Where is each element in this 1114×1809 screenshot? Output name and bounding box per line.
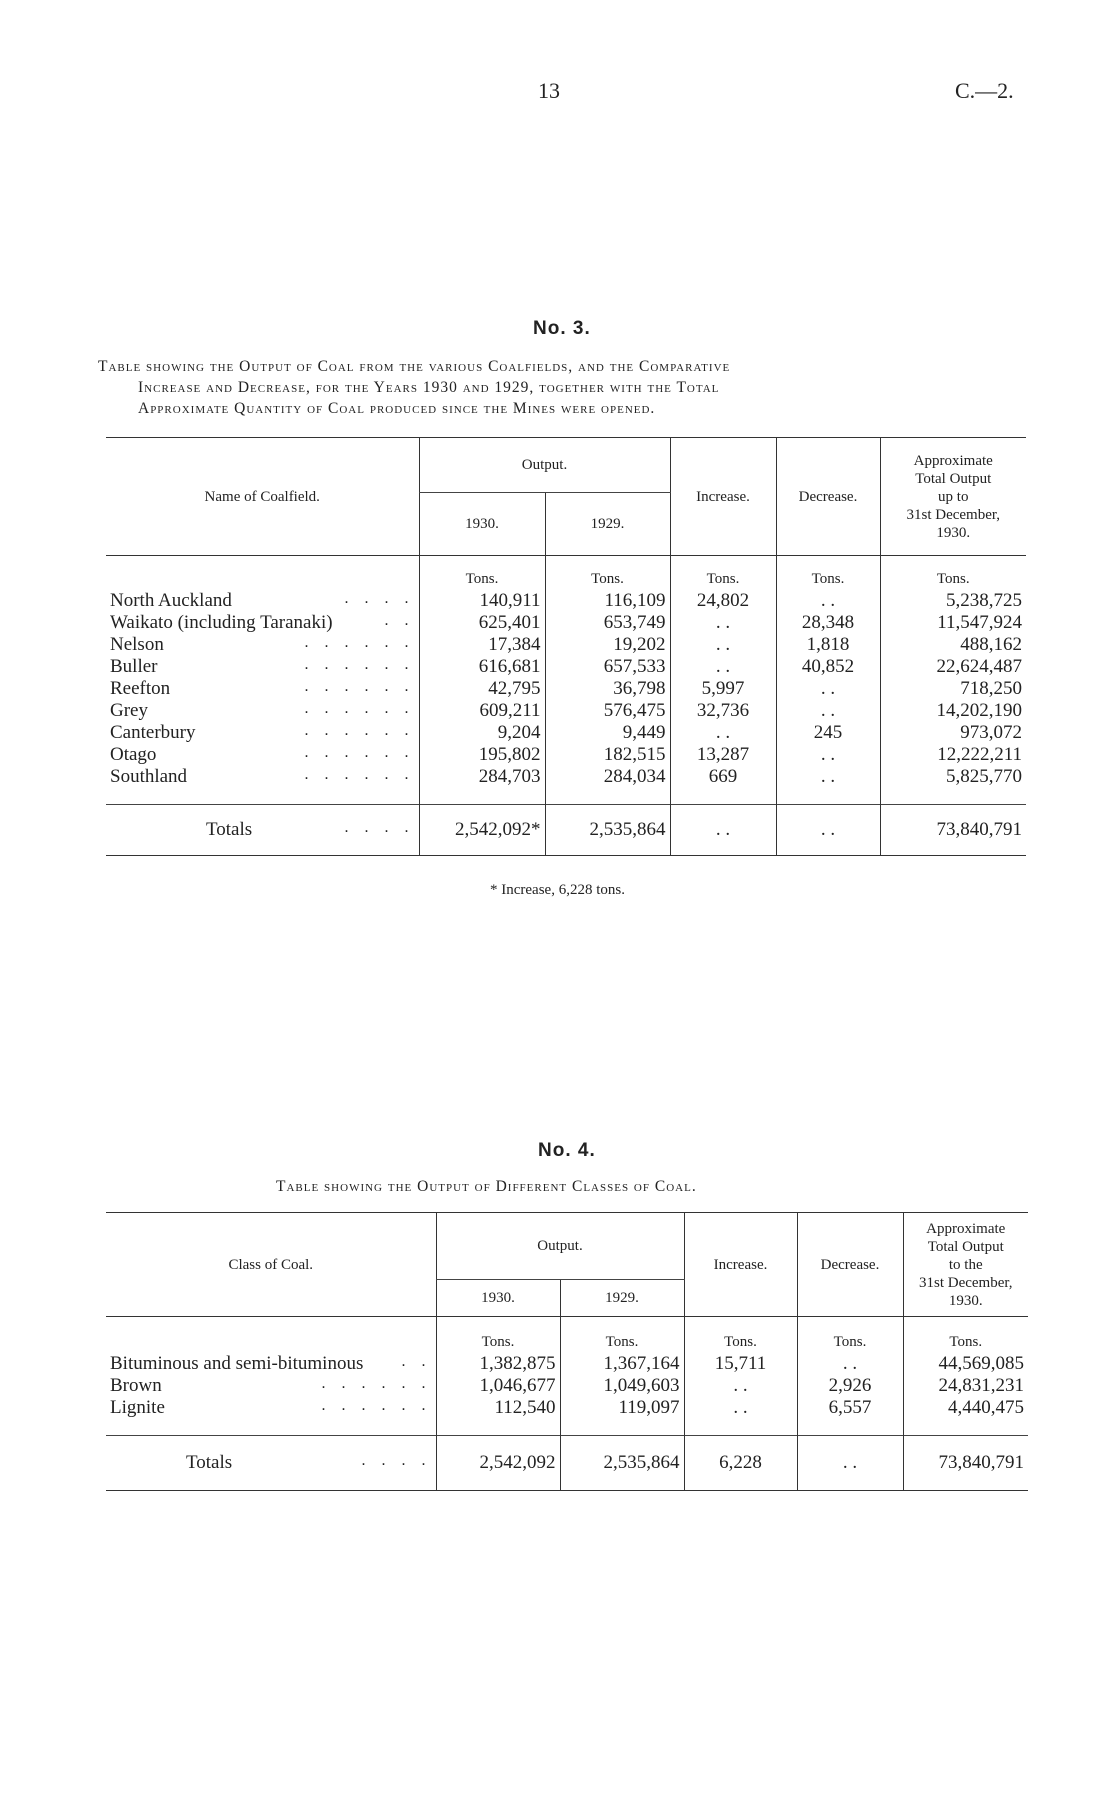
dot-leader: . . . . . .: [321, 1397, 432, 1414]
table4-heading: No. 4.: [538, 1140, 596, 1161]
dot-leader: . . . .: [344, 819, 415, 836]
totals-label: Totals: [186, 1452, 233, 1473]
total-output: 5,825,770: [880, 766, 1026, 805]
total-output: 22,624,487: [880, 656, 1026, 678]
table4-header-total-line: Total Output: [927, 1238, 1004, 1255]
table3-totals-row: [106, 805, 1026, 856]
output-1930: 195,802: [419, 744, 545, 766]
table4-caption: Table showing the Output of Different Classes of Coal.: [276, 1178, 697, 1195]
table3-header-increase: Increase.: [670, 438, 776, 556]
output-1929: 36,798: [545, 678, 670, 700]
totals-1930: 2,542,092*: [419, 805, 545, 856]
page-number: 13: [538, 78, 560, 103]
decrease-value: 245: [776, 722, 880, 744]
coalfield-name: Buller: [110, 656, 158, 677]
increase-value: 5,997: [670, 678, 776, 700]
increase-value: 13,287: [670, 744, 776, 766]
total-output: 44,569,085: [903, 1353, 1028, 1375]
output-1929: 119,097: [560, 1397, 684, 1436]
output-1930: 1,046,677: [436, 1375, 560, 1397]
totals-1930: 2,542,092: [436, 1436, 560, 1491]
dot-leader: . . . .: [344, 590, 415, 607]
table-row: [106, 722, 1026, 744]
output-1929: 116,109: [545, 590, 670, 612]
coalfield-name: Grey: [110, 700, 148, 721]
table3-header-total-line: up to: [938, 488, 969, 505]
decrease-value: . .: [776, 700, 880, 722]
decrease-value: 1,818: [776, 634, 880, 656]
table3-header-name: Name of Coalfield.: [204, 488, 320, 505]
coalfield-name: Reefton: [110, 678, 171, 699]
table4-header-total: [903, 1213, 1028, 1317]
dot-leader: . . . . . .: [304, 744, 415, 761]
table3-caption: [98, 356, 1028, 419]
output-1929: 653,749: [545, 612, 670, 634]
dot-leader: . .: [384, 612, 415, 629]
table4-units: Tons.: [436, 1317, 560, 1354]
decrease-value: 6,557: [797, 1397, 903, 1436]
decrease-value: . .: [776, 766, 880, 805]
table-row: [106, 634, 1026, 656]
table-row: [106, 744, 1026, 766]
total-output: 14,202,190: [880, 700, 1026, 722]
output-1930: 17,384: [419, 634, 545, 656]
output-1929: 284,034: [545, 766, 670, 805]
table4-header-total-line: 31st December,: [918, 1274, 1013, 1291]
table3: [106, 437, 1026, 856]
increase-value: 32,736: [670, 700, 776, 722]
table3-body: [106, 590, 1026, 805]
output-1929: 1,367,164: [560, 1353, 684, 1375]
decrease-value: 2,926: [797, 1375, 903, 1397]
table3-header-1929: 1929.: [545, 493, 670, 556]
table3-footnote: * Increase, 6,228 tons.: [490, 882, 625, 898]
totals-total: 73,840,791: [880, 805, 1026, 856]
totals-decrease: . .: [797, 1436, 903, 1491]
output-1929: 9,449: [545, 722, 670, 744]
decrease-value: . .: [776, 590, 880, 612]
table3-units: Tons.: [776, 556, 880, 591]
table3-header-total-line: Total Output: [915, 470, 992, 487]
decrease-value: 28,348: [776, 612, 880, 634]
table3-header-total-line: Approximate: [913, 452, 993, 469]
dot-leader: . . . . . .: [304, 766, 415, 783]
table-row: [106, 1353, 1028, 1375]
output-1930: 112,540: [436, 1397, 560, 1436]
output-1930: 625,401: [419, 612, 545, 634]
coalfield-name: Waikato (including Taranaki): [110, 612, 333, 633]
output-1929: 576,475: [545, 700, 670, 722]
coal-class-name: Lignite: [110, 1397, 165, 1418]
output-1929: 657,533: [545, 656, 670, 678]
totals-decrease: . .: [776, 805, 880, 856]
total-output: 24,831,231: [903, 1375, 1028, 1397]
totals-increase: . .: [670, 805, 776, 856]
table3-caption-line: Approximate Quantity of Coal produced since the Mines were opened.: [138, 400, 656, 417]
table3-header-total: [880, 438, 1026, 556]
decrease-value: 40,852: [776, 656, 880, 678]
totals-1929: 2,535,864: [545, 805, 670, 856]
table-row: [106, 678, 1026, 700]
table4-header-decrease: Decrease.: [797, 1213, 903, 1317]
dot-leader: . . . . . .: [304, 656, 415, 673]
totals-label: Totals: [206, 819, 253, 840]
table3-header-output: Output.: [419, 438, 670, 493]
table4-body: [106, 1353, 1028, 1436]
dot-leader: . . . . . .: [304, 700, 415, 717]
output-1930: 42,795: [419, 678, 545, 700]
coalfield-name: Nelson: [110, 634, 164, 655]
table-row: [106, 1397, 1028, 1436]
table4-totals-row: [106, 1436, 1028, 1491]
decrease-value: . .: [776, 678, 880, 700]
table3-units: Tons.: [545, 556, 670, 591]
table3-units: Tons.: [670, 556, 776, 591]
table4-units: Tons.: [797, 1317, 903, 1354]
dot-leader: . . . .: [361, 1452, 432, 1469]
decrease-value: . .: [776, 744, 880, 766]
table3-caption-line: Table showing the Output of Coal from the various Coalfields, and the Comparative: [98, 358, 731, 375]
table-row: [106, 766, 1026, 805]
table3-caption-line: Increase and Decrease, for the Years 1930 and 1929, together with the Total: [138, 379, 720, 396]
increase-value: . .: [670, 612, 776, 634]
table3-units: Tons.: [880, 556, 1026, 591]
table4-header-total-line: 1930.: [948, 1292, 983, 1309]
table4: [106, 1212, 1028, 1491]
dot-leader: . . . . . .: [304, 634, 415, 651]
increase-value: . .: [684, 1397, 797, 1436]
table4-header-total-line: Approximate: [926, 1220, 1006, 1237]
table4-header-1929: 1929.: [560, 1280, 684, 1317]
table4-units: Tons.: [903, 1317, 1028, 1354]
table-row: [106, 590, 1026, 612]
increase-value: 669: [670, 766, 776, 805]
table3-header-decrease: Decrease.: [776, 438, 880, 556]
increase-value: . .: [670, 722, 776, 744]
increase-value: 24,802: [670, 590, 776, 612]
coal-class-name: Bituminous and semi-bituminous: [110, 1353, 364, 1374]
table4-header-1930: 1930.: [436, 1280, 560, 1317]
increase-value: . .: [684, 1375, 797, 1397]
dot-leader: . .: [401, 1353, 432, 1370]
coalfield-name: Southland: [110, 766, 188, 787]
table3-header-total-line: 1930.: [936, 524, 971, 541]
table3-header-total-line: 31st December,: [906, 506, 1001, 523]
increase-value: . .: [670, 634, 776, 656]
dot-leader: . . . . . .: [304, 678, 415, 695]
dot-leader: . . . . . .: [304, 722, 415, 739]
output-1929: 1,049,603: [560, 1375, 684, 1397]
table-row: [106, 612, 1026, 634]
output-1930: 284,703: [419, 766, 545, 805]
table4-units: Tons.: [684, 1317, 797, 1354]
table4-header-output: Output.: [436, 1213, 684, 1280]
output-1930: 609,211: [419, 700, 545, 722]
coalfield-name: Otago: [110, 744, 157, 765]
table3-heading: No. 3.: [533, 318, 591, 339]
table3-units: Tons.: [419, 556, 545, 591]
total-output: 718,250: [880, 678, 1026, 700]
totals-1929: 2,535,864: [560, 1436, 684, 1491]
table4-header-increase: Increase.: [684, 1213, 797, 1317]
coal-class-name: Brown: [110, 1375, 162, 1396]
output-1930: 9,204: [419, 722, 545, 744]
table4-units: Tons.: [560, 1317, 684, 1354]
dot-leader: . . . . . .: [321, 1375, 432, 1392]
total-output: 11,547,924: [880, 612, 1026, 634]
output-1929: 19,202: [545, 634, 670, 656]
total-output: 4,440,475: [903, 1397, 1028, 1436]
totals-increase: 6,228: [684, 1436, 797, 1491]
table4-header-name: Class of Coal.: [228, 1256, 314, 1273]
increase-value: 15,711: [684, 1353, 797, 1375]
table-row: [106, 1375, 1028, 1397]
output-1930: 140,911: [419, 590, 545, 612]
table-row: [106, 700, 1026, 722]
increase-value: . .: [670, 656, 776, 678]
table-row: [106, 656, 1026, 678]
decrease-value: . .: [797, 1353, 903, 1375]
total-output: 973,072: [880, 722, 1026, 744]
output-1930: 616,681: [419, 656, 545, 678]
coalfield-name: North Auckland: [110, 590, 232, 611]
coalfield-name: Canterbury: [110, 722, 196, 743]
total-output: 488,162: [880, 634, 1026, 656]
document-code: C.—2.: [955, 78, 1014, 103]
totals-total: 73,840,791: [903, 1436, 1028, 1491]
total-output: 5,238,725: [880, 590, 1026, 612]
table4-header-total-line: to the: [948, 1256, 983, 1273]
output-1929: 182,515: [545, 744, 670, 766]
table3-header-1930: 1930.: [419, 493, 545, 556]
total-output: 12,222,211: [880, 744, 1026, 766]
output-1930: 1,382,875: [436, 1353, 560, 1375]
